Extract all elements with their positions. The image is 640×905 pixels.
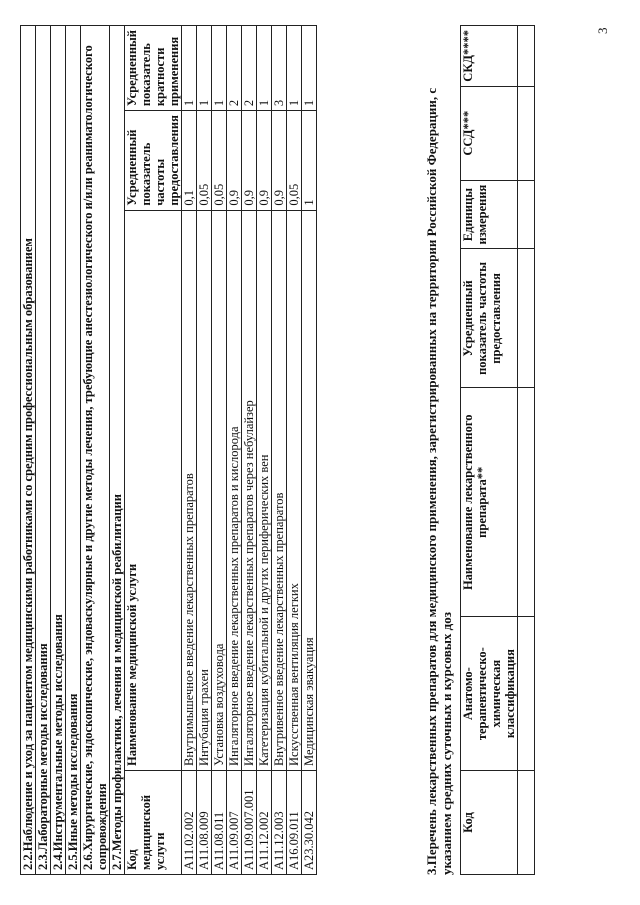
service-code: A11.09.007.001 [242,771,257,875]
service-multiplicity: 1 [197,26,212,111]
table-row [518,26,535,875]
service-frequency: 0,05 [212,111,227,211]
table-row [227,26,242,875]
service-multiplicity: 1 [212,26,227,111]
table-row [242,26,257,875]
service-name: Ингаляторное введение лекарственных препаратов и кислорода [227,210,242,770]
service-frequency: 0,1 [182,111,197,211]
service-code: A11.09.007 [227,771,242,875]
service-frequency: 0,9 [227,111,242,211]
drugs-table [460,25,535,875]
header-frequency: Усредненный показатель частоты предоставления [461,249,518,388]
service-frequency: 0,9 [272,111,287,211]
service-name: Внутривенное введение лекарственных препаратов [272,210,287,770]
header-code: Код [461,771,518,875]
table-row [182,26,197,875]
service-name: Катетеризация кубитальной и других периферических вен [257,210,272,770]
table-row [197,26,212,875]
service-code: A11.12.002 [257,771,272,875]
header-ssd: ССД*** [461,86,518,180]
table-header-row [125,26,182,875]
service-name: Медицинская эвакуация [302,210,317,770]
section-2-4: 2.4.Инструментальные методы исследования [51,26,66,875]
service-code: A11.08.009 [197,771,212,875]
header-atc: Анатомо-терапевтическо-химическая классификация [461,617,518,771]
service-multiplicity: 1 [302,26,317,111]
service-code: A23.30.042 [302,771,317,875]
rotated-page [20,25,610,875]
service-frequency: 0,05 [287,111,302,211]
section-2-6: 2.6.Хирургические, эндоскопические, эндоваскулярные и другие методы лечения, требующие анестезиологического и/или реаниматологического сопровождения [81,26,110,875]
service-multiplicity: 3 [272,26,287,111]
service-code: A11.02.002 [182,771,197,875]
table-row [257,26,272,875]
service-multiplicity: 1 [182,26,197,111]
service-code: A16.09.011 [287,771,302,875]
header-code: Код медицинской услуги [125,771,182,875]
section-2-2: 2.2.Наблюдение и уход за пациентом медицинскими работниками со средним профессиональным образованием [21,26,36,875]
service-name: Интубация трахеи [197,210,212,770]
table-row [287,26,302,875]
table-row [212,26,227,875]
table-row [302,26,317,875]
header-unit: Единицы измерения [461,180,518,249]
service-frequency: 0,9 [257,111,272,211]
service-name: Ингаляторное введение лекарственных препаратов через небулайзер [242,210,257,770]
service-frequency: 1 [302,111,317,211]
service-multiplicity: 2 [227,26,242,111]
section-3-title: 3.Перечень лекарственных препаратов для медицинского применения, зарегистрированных на территории Российской Федерации, с указанием средних суточных и курсовых доз [424,87,454,875]
service-frequency: 0,9 [242,111,257,211]
services-table [20,25,317,875]
section-2-3: 2.3.Лабораторные методы исследования [36,26,51,875]
header-skd: СКД**** [461,26,518,87]
service-name: Внутримышечное введение лекарственных препаратов [182,210,197,770]
service-code: A11.12.003 [272,771,287,875]
service-frequency: 0,05 [197,111,212,211]
service-multiplicity: 1 [257,26,272,111]
service-name: Установка воздуховода [212,210,227,770]
service-name: Искусственная вентиляция легких [287,210,302,770]
page-number: 3 [595,27,610,34]
service-multiplicity: 2 [242,26,257,111]
service-multiplicity: 1 [287,26,302,111]
service-code: A11.08.011 [212,771,227,875]
header-name: Наименование медицинской услуги [125,210,182,770]
header-frequency: Усредненный показатель частоты предоставления [125,111,182,211]
table-header-row [461,26,518,875]
header-multiplicity: Усредненный показатель кратности применения [125,26,182,111]
section-2-7: 2.7.Методы профилактики, лечения и медицинской реабилитации [110,26,125,875]
header-drug-name: Наименование лекарственного препарата** [461,388,518,617]
section-2-5: 2.5.Иные методы исследования [66,26,81,875]
table-row [272,26,287,875]
